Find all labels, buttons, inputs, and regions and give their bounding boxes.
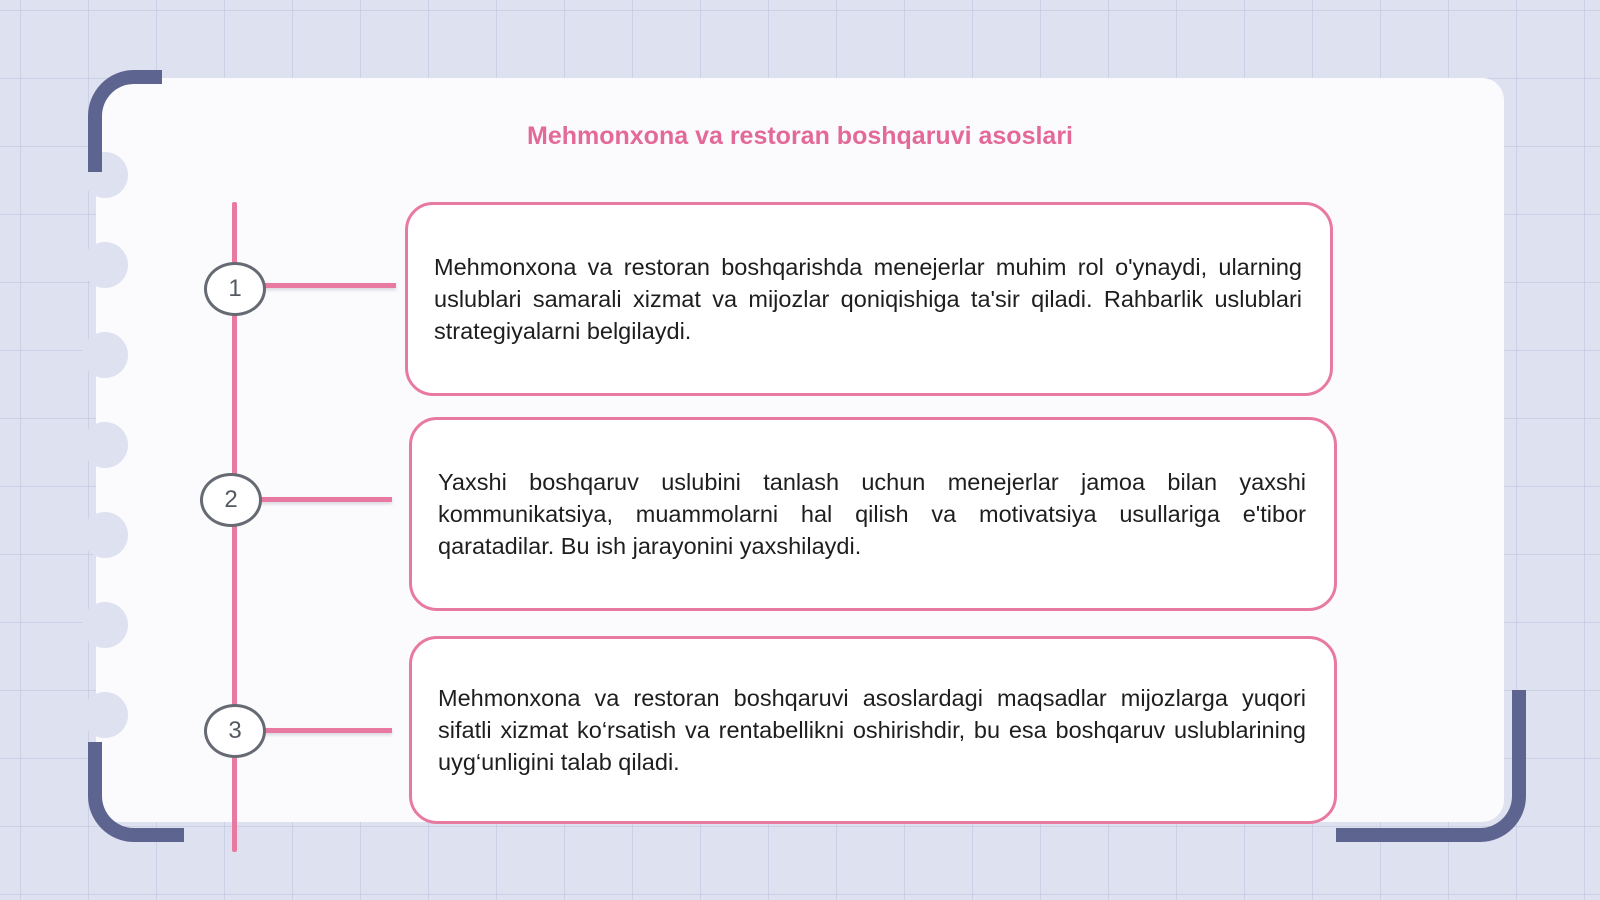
step-2-connector: [258, 497, 392, 502]
corner-bracket-bottom-left: [88, 742, 184, 842]
step-1-text: Mehmonxona va restoran boshqarishda menejerlar muhim rol o'ynaydi, ularning uslublari samarali xizmat va mijozlar qoniqishiga ta'sir qiladi. Rahbarlik uslublari strategiyalarni belgilaydi.: [434, 254, 1302, 344]
step-3-text: Mehmonxona va restoran boshqaruvi asoslardagi maqsadlar mijozlarga yuqori sifatli xizmat ko‘rsatish va rentabellikni oshirishdir, bu esa boshqaruv uslublarining uyg‘unligini talab qiladi.: [438, 685, 1306, 775]
sheet-edge-notch: [82, 692, 128, 738]
step-3-number-circle: 3: [204, 704, 266, 758]
sheet-edge-notch: [82, 512, 128, 558]
sheet-edge-notch: [82, 242, 128, 288]
corner-bracket-top-left: [88, 70, 162, 172]
step-1-connector: [262, 283, 396, 288]
sheet-edge-notch: [82, 602, 128, 648]
corner-bracket-bottom-right: [1336, 690, 1526, 842]
step-1-card: [405, 202, 1333, 396]
slide-title: Mehmonxona va restoran boshqaruvi asoslari: [527, 122, 1073, 150]
sheet-edge-notch: [82, 422, 128, 468]
step-2-number-circle: 2: [200, 473, 262, 527]
step-2-card: [409, 417, 1337, 611]
sheet-edge-notch: [82, 332, 128, 378]
step-1-number-circle: 1: [204, 262, 266, 316]
step-2-text: Yaxshi boshqaruv uslubini tanlash uchun menejerlar jamoa bilan yaxshi kommunikatsiya, muammolarni hal qilish va motivatsiya usullariga e'tibor qaratadilar. Bu ish jarayonini yaxshilaydi.: [438, 469, 1306, 559]
step-3-card: [409, 636, 1337, 824]
step-3-connector: [262, 728, 392, 733]
